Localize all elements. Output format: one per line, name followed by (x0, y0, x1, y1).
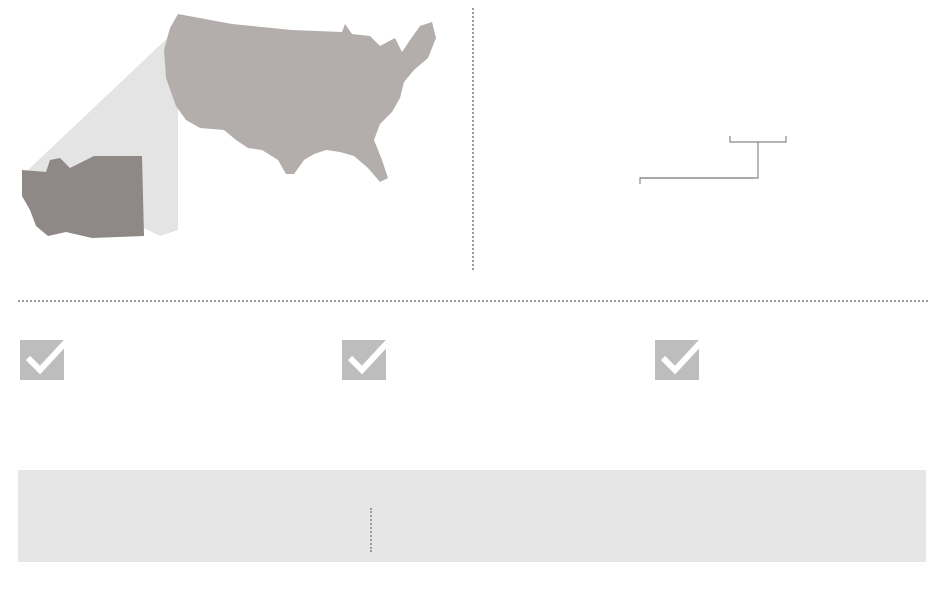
bracket-connector (490, 136, 790, 186)
top-vertical-divider (472, 8, 474, 270)
map-graphic (0, 0, 470, 270)
important-dates-panel (18, 470, 926, 562)
checkmark-icon (342, 340, 386, 380)
us-map (164, 14, 436, 182)
dates-divider (370, 508, 372, 552)
middle-horizontal-divider (18, 300, 928, 302)
checkmark-icon (20, 340, 64, 380)
checkmark-icon (655, 340, 699, 380)
people-grid (568, 18, 800, 136)
people-row (490, 185, 760, 219)
